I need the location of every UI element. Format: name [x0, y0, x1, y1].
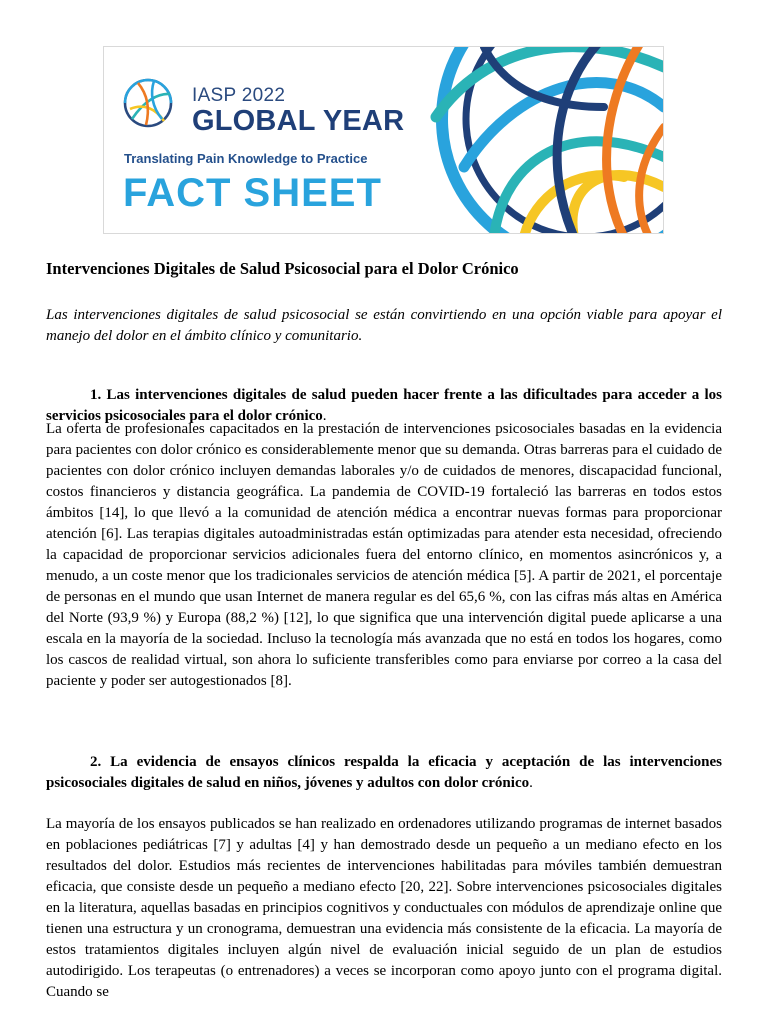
iasp-globe-logo	[125, 80, 171, 126]
global-year-label: GLOBAL YEAR	[192, 105, 405, 137]
point-1-heading-period: .	[322, 408, 327, 424]
point-2-body: La mayoría de los ensayos publicados se han realizado en ordenadores utilizando programas de internet basados en poblaciones pediátricas [7] y adultas [4] y han demostrado desde un pequeño a un mediano efecto en los resultados del dolor. Estudios más recientes de intervenciones habilitadas para móviles también demuestran eficacia, que consiste desde un pequeño a mediano efecto [20, 22]. Sobre intervenciones psicosociales digitales en la literatura, aquellas basadas en principios cognitivos y conductuales con módulos de aprendizaje online que tienen una estructura y un cronograma, demuestran una evidencia más consistente de la eficacia. La mayoría de estos tratamientos digitales incluyen algún nivel de evaluación inicial seguido de un plan de estudios autodirigido. Los terapeutas (o entrenadores) a veces se incorporan como apoyo junto con el programa digital. Cuando se	[46, 816, 722, 1000]
banner-tagline: Translating Pain Knowledge to Practice	[124, 151, 368, 166]
point-2-heading	[46, 752, 722, 794]
large-globe-graphic	[436, 47, 664, 234]
iasp-year-label: IASP 2022	[192, 85, 286, 106]
document-title: Intervenciones Digitales de Salud Psicosocial para el Dolor Crónico	[46, 259, 519, 278]
fact-sheet-label: FACT SHEET	[123, 171, 382, 215]
header-banner	[103, 46, 664, 234]
point-2-heading-period: .	[529, 775, 533, 791]
intro-paragraph: Las intervenciones digitales de salud psicosocial se están convirtiendo en una opción viable para apoyar el manejo del dolor en el ámbito clínico y comunitario.	[46, 307, 722, 344]
point-1-body: La oferta de profesionales capacitados en la prestación de intervenciones psicosociales basadas en la evidencia para pacientes con dolor crónico es considerablemente menor que su demanda. Otras barreras para el cuidado de pacientes con dolor crónico incluyen demandas laborales y/o de cuidados de menores, discapacidad funcional, costos financieros y distancia geográfica. La pandemia de COVID-19 fortaleció las barreras en todos estos ámbitos [14], lo que llevó a la comunidad de atención médica a encontrar nuevas formas para proporcionar atención [6]. Las terapias digitales autoadministradas están optimizadas para atender esta necesidad, ofreciendo la capacidad de proporcionar servicios adicionales fuera del entorno clínico, en momentos asincrónicos y, a menudo, a un coste menor que los tradicionales servicios de atención médica [5]. A partir de 2021, el porcentaje de personas en el mundo que usan Internet de manera regular es del 65,6 %, con las cifras más altas en América del Norte (93,9 %) y Europa (88,2 %) [12], lo que significa que una intervención digital puede aplicarse a una escala en la mayoría de la sociedad. Incluso la tecnología más avanzada que no está en todos los hogares, como los cascos de realidad virtual, son ahora lo suficiente transferibles como para enviarse por correo a la casa del paciente y poder ser autogestionados [8].	[46, 421, 722, 689]
point-2-heading-text: 2. La evidencia de ensayos clínicos respalda la eficacia y aceptación de las intervenciones psicosociales digitales de salud en niños, jóvenes y adultos con dolor crónico	[46, 754, 722, 791]
point-1-heading-text: 1. Las intervenciones digitales de salud pueden hacer frente a las dificultades para acceder a los servicios psicosociales para el dolor crónico	[46, 387, 722, 424]
